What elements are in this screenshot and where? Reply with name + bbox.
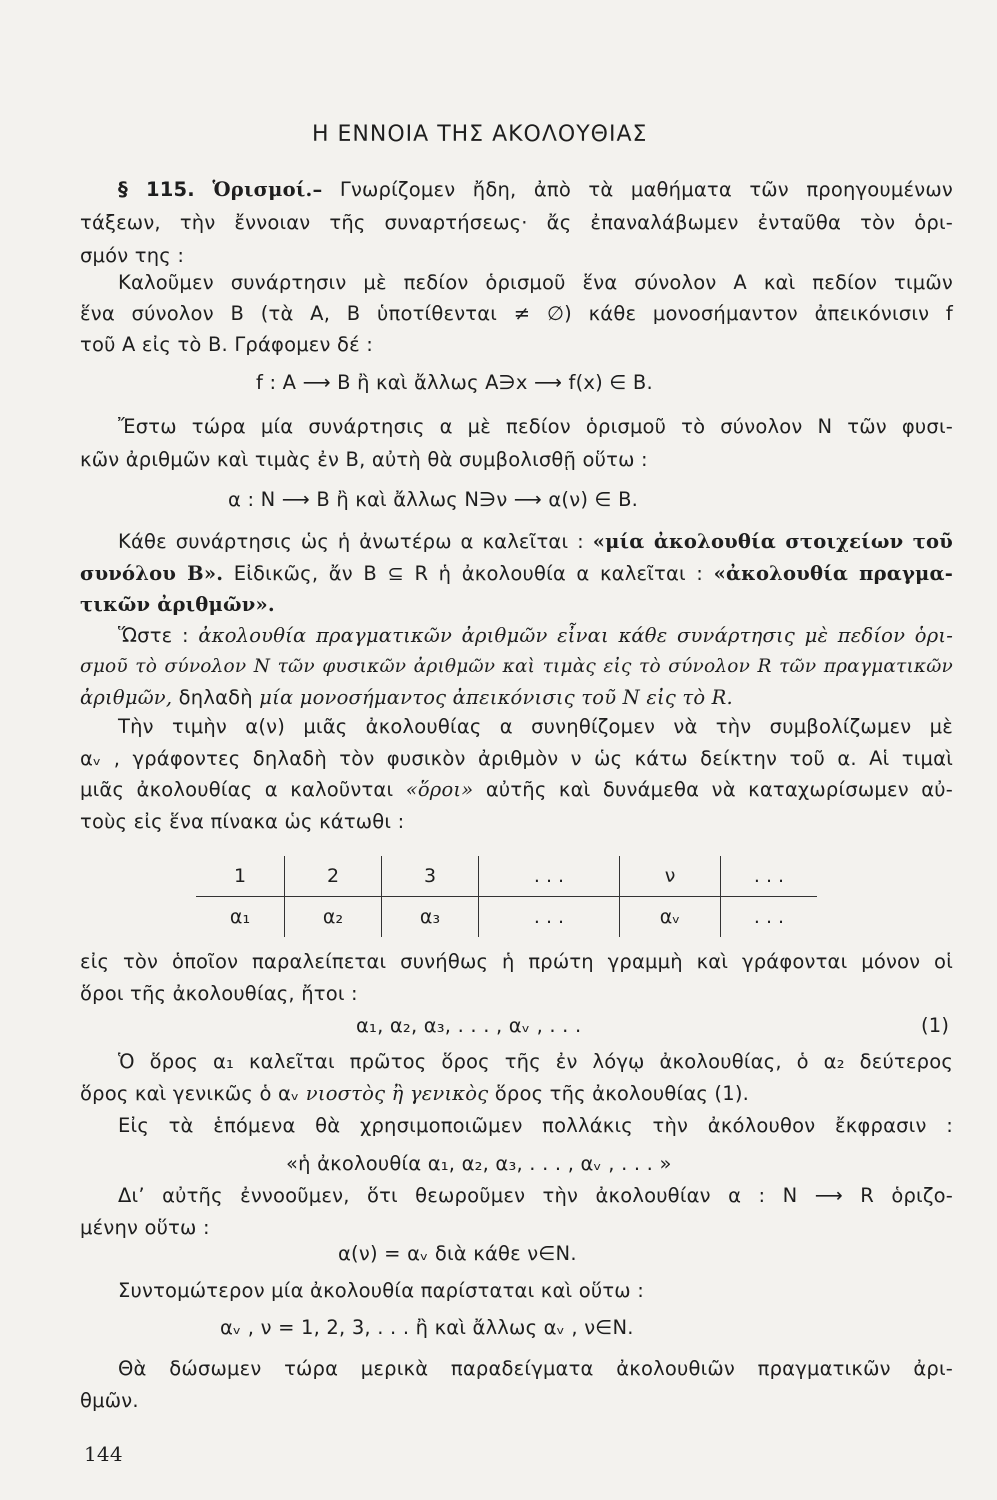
- formula-definition: α(ν) = αᵥ διὰ κάθε ν∈N.: [338, 1242, 577, 1265]
- omit-line-1: εἰς τὸν ὁποῖον παραλείπεται συνήθως ἡ πρώτη γραμμὴ καὶ γράφονται μόνον οἱ: [80, 950, 953, 973]
- formula-terms: α₁, α₂, α₃, . . . , αᵥ , . . .: [356, 1014, 582, 1037]
- expr-line-1: Εἰς τὰ ἑπόμενα θὰ χρησιμοποιῶμεν πολλάκις τὴν ἀκόλουθον ἔκφρασιν :: [118, 1114, 953, 1137]
- section-line-1: § 115. Ὁρισμοί.– Γνωρίζομεν ἤδη, ἀπὸ τὰ μαθήματα τῶν προηγουμένων: [118, 178, 953, 201]
- value-line-2: αᵥ , γράφοντες δηλαδὴ τὸν φυσικὸν ἀριθμὸν ν ὡς κάτω δείκτην τοῦ α. Αἱ τιμαὶ: [80, 747, 953, 770]
- formula-expression: «ἡ ἀκολουθία α₁, α₂, α₃, . . . , αᵥ , . . . »: [286, 1152, 672, 1175]
- hence-line-1: Ὥστε : ἀκολουθία πραγματικῶν ἀριθμῶν εἶναι κάθε συνάρτησις μὲ πεδίον ὁρι-: [118, 624, 953, 647]
- terms-line-2: ὅρος καὶ γενικῶς ὁ αᵥ νιοστὸς ἢ γενικὸς ὅρος τῆς ἀκολουθίας (1).: [80, 1082, 750, 1105]
- table-cell: α₁: [196, 897, 285, 938]
- term-terms: «ὅροι»: [405, 778, 474, 801]
- formula-short: αᵥ , ν = 1, 2, 3, . . . ἢ καὶ ἄλλως αᵥ , ν∈N.: [220, 1316, 634, 1339]
- table-cell: . . .: [721, 856, 818, 897]
- expr-line-2: Διʼ αὐτῆς ἐννοοῦμεν, ὅτι θεωροῦμεν τὴν ἀκολουθίαν α : N ⟶ R ὁριζο-: [118, 1184, 953, 1207]
- hence-line-2: σμοῦ τὸ σύνολον N τῶν φυσικῶν ἀριθμῶν καὶ τιμὰς εἰς τὸ σύνολον R τῶν πραγματικῶν: [80, 656, 953, 677]
- examples-line-1: Θὰ δώσωμεν τώρα μερικὰ παραδείγματα ἀκολουθιῶν πραγματικῶν ἀρι-: [118, 1357, 953, 1380]
- table-cell: 1: [196, 856, 285, 897]
- table-cell: α₂: [285, 897, 382, 938]
- term-sequence-of-B: «μία ἀκολουθία στοιχείων τοῦ: [592, 530, 953, 553]
- value-line-1: Τὴν τιμὴν α(ν) μιᾶς ἀκολουθίας α συνηθίζομεν νὰ τὴν συμβολίζωμεν μὲ: [118, 715, 953, 738]
- table-cell: αᵥ: [620, 897, 721, 938]
- table-row-indices: [196, 856, 817, 897]
- section-line-3: σμόν της :: [80, 244, 185, 267]
- value-line-3: μιᾶς ἀκολουθίας α καλοῦνται «ὅροι» αὐτῆς καὶ δυνάμεθα νὰ καταχωρίσωμεν αὐ-: [80, 778, 954, 801]
- section-number: § 115.: [118, 178, 195, 201]
- seq-line-1: Ἔστω τώρα μία συνάρτησις α μὲ πεδίον ὁρισμοῦ τὸ σύνολον N τῶν φυσι-: [118, 415, 953, 438]
- examples-line-2: θμῶν.: [80, 1389, 139, 1412]
- short-line-1: Συντομώτερον μία ἀκολουθία παρίσταται καὶ οὕτω :: [118, 1279, 644, 1302]
- table-cell: . . .: [479, 897, 620, 938]
- table-cell: α₃: [382, 897, 479, 938]
- table-cell: . . .: [753, 906, 785, 928]
- def-line-3: τοῦ A εἰς τὸ B. Γράφομεν δέ :: [80, 333, 374, 356]
- section-heading: Ὁρισμοί.–: [212, 178, 323, 201]
- def-line-2: ἕνα σύνολον B (τὰ A, B ὑποτίθενται ≠ ∅) κάθε μονοσήμαντον ἀπεικόνισιν f: [80, 302, 953, 325]
- value-line-4: τοὺς εἰς ἕνα πίνακα ὡς κάτωθι :: [80, 810, 405, 833]
- sequence-table: [196, 856, 817, 937]
- table-cell: . . .: [479, 856, 620, 897]
- expr-line-3: μένην οὕτω :: [80, 1216, 210, 1239]
- seq-line-2: κῶν ἀριθμῶν καὶ τιμὰς ἐν B, αὐτὴ θὰ συμβολισθῇ οὕτω :: [80, 448, 648, 471]
- hence-line-3: ἀριθμῶν, δηλαδὴ μία μονοσήμαντος ἀπεικόνισις τοῦ N εἰς τὸ R.: [80, 686, 733, 709]
- formula-function: f : A ⟶ B ἢ καὶ ἄλλως A∋x ⟶ f(x) ∈ B.: [256, 371, 653, 394]
- def-line-1: Καλοῦμεν συνάρτησιν μὲ πεδίον ὁρισμοῦ ἕνα σύνολον A καὶ πεδίον τιμῶν: [118, 271, 953, 294]
- table-cell: 2: [285, 856, 382, 897]
- terms-line-1: Ὁ ὅρος α₁ καλεῖται πρῶτος ὅρος τῆς ἐν λόγῳ ἀκολουθίας, ὁ α₂ δεύτερος: [118, 1050, 953, 1073]
- section-line-2: τάξεων, τὴν ἔννοιαν τῆς συναρτήσεως· ἄς ἐπαναλάβωμεν ἐνταῦθα τὸν ὁρι-: [80, 211, 953, 234]
- term-real-sequence: «ἀκολουθία πραγμα-: [713, 562, 954, 585]
- table-cell: 3: [382, 856, 479, 897]
- omit-line-2: ὅροι τῆς ἀκολουθίας, ἤτοι :: [80, 982, 358, 1005]
- equation-number: (1): [921, 1014, 950, 1037]
- name-line-3: τικῶν ἀριθμῶν».: [80, 593, 275, 616]
- page-number: 144: [84, 1442, 123, 1466]
- name-line-1: Κάθε συνάρτησις ὡς ἡ ἀνωτέρω α καλεῖται : «μία ἀκολουθία στοιχείων τοῦ: [118, 530, 953, 553]
- formula-sequence: α : N ⟶ B ἢ καὶ ἄλλως N∋ν ⟶ α(ν) ∈ B.: [228, 488, 639, 511]
- chapter-title: Η ΕΝΝΟΙΑ ΤΗΣ ΑΚΟΛΟΥΘΙΑΣ: [312, 122, 648, 147]
- table-cell: ν: [620, 856, 721, 897]
- name-line-2: συνόλου B». Εἰδικῶς, ἄν B ⊆ R ἡ ἀκολουθία α καλεῖται : «ἀκολουθία πραγμα-: [80, 562, 954, 585]
- table-row-terms: [196, 897, 817, 938]
